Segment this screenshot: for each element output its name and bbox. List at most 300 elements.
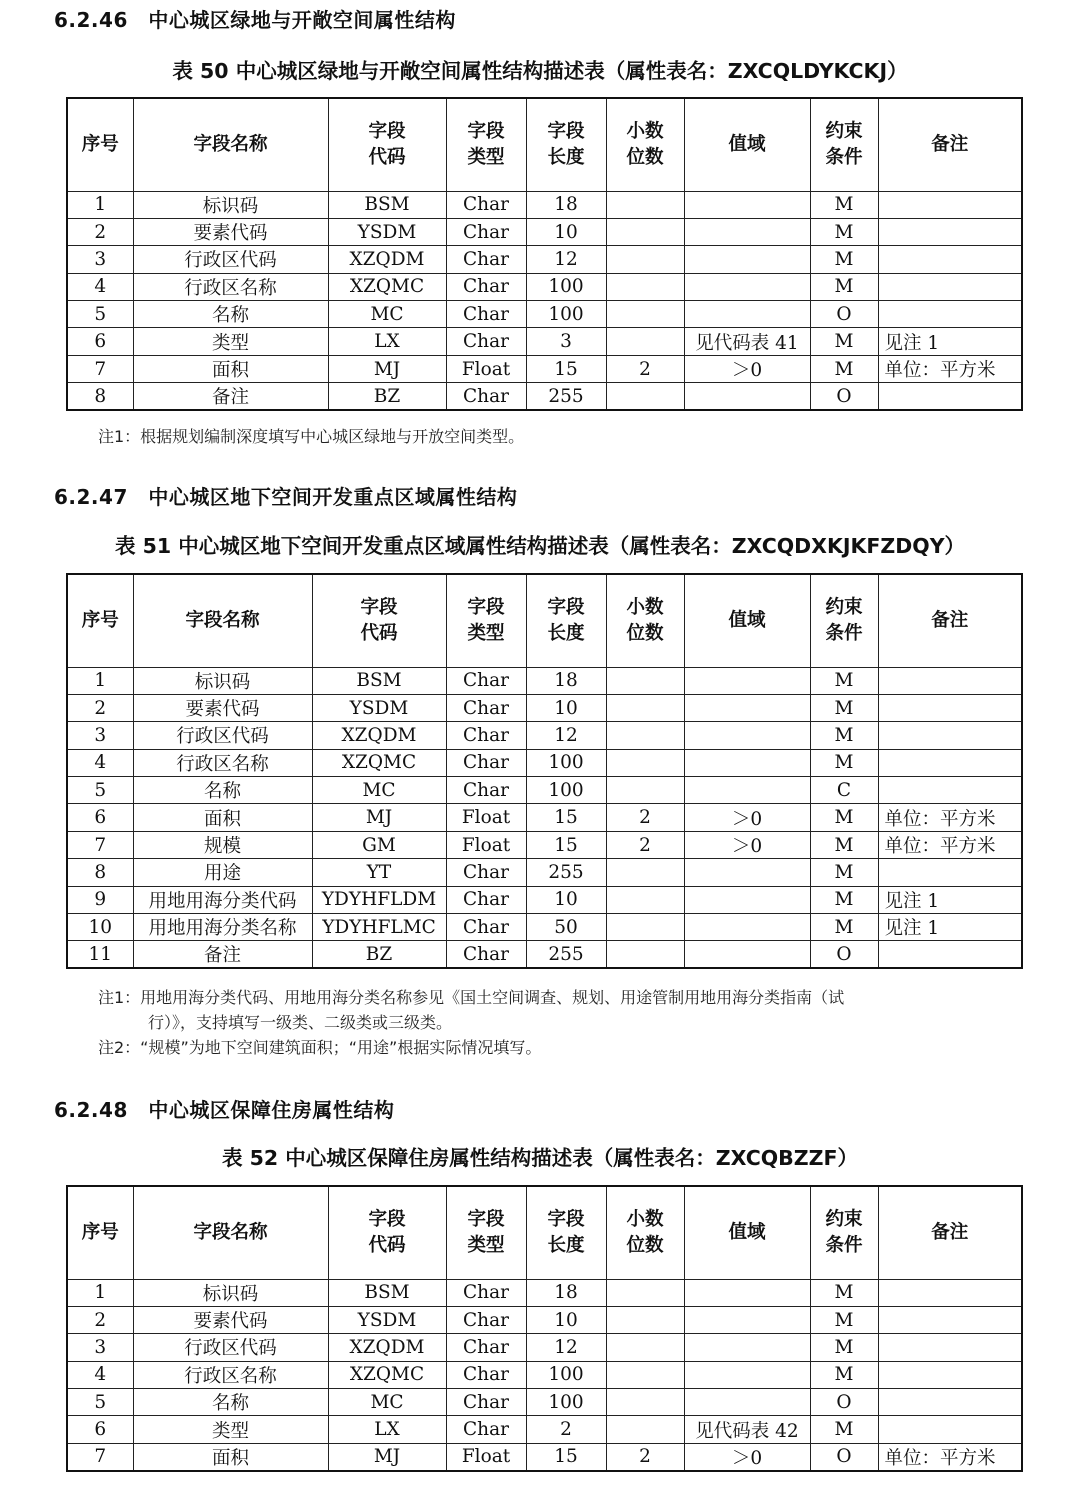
cell-index: 5 (67, 777, 133, 804)
cell-value-range (684, 1389, 810, 1416)
cell-field-name: 要素代码 (133, 218, 328, 245)
table-row (67, 1416, 1022, 1443)
cell-field-name: 标识码 (133, 667, 312, 694)
cell-field-length: 18 (526, 1279, 606, 1306)
cell-field-code: XZQMC (312, 749, 446, 776)
cell-field-type: Float (446, 831, 526, 858)
header-field-type: 字段 类型 (446, 98, 526, 191)
cell-field-length: 255 (526, 859, 606, 886)
note-text: 注1：根据规划编制深度填写中心城区绿地与开放空间类型。 (98, 427, 525, 446)
table-caption-52: 表 52 中心城区保障住房属性结构描述表（属性表名：ZXCQBZZF） (221, 1146, 859, 1170)
section-heading-6-2-46: 6.2.46 中心城区绿地与开敞空间属性结构 (54, 8, 456, 32)
cell-index: 11 (67, 941, 133, 969)
header-constraint: 约束 条件 (810, 98, 878, 191)
cell-value-range (684, 722, 810, 749)
cell-field-length: 255 (526, 941, 606, 969)
cell-constraint: M (810, 1361, 878, 1388)
cell-field-name: 要素代码 (133, 694, 312, 721)
cell-decimals (606, 777, 684, 804)
cell-index: 5 (67, 301, 133, 328)
cell-value-range: ＞0 (684, 355, 810, 382)
cell-remark: 见注 1 (878, 914, 1022, 941)
table-row (67, 694, 1022, 721)
cell-index: 2 (67, 1306, 133, 1333)
cell-value-range: ＞0 (684, 804, 810, 831)
cell-field-type: Char (446, 777, 526, 804)
table-row (67, 383, 1022, 411)
cell-field-type: Char (446, 694, 526, 721)
header-field-code: 字段 代码 (312, 574, 446, 667)
cell-constraint: M (810, 886, 878, 913)
table-row (67, 941, 1022, 969)
cell-index: 4 (67, 273, 133, 300)
section-heading-6-2-47: 6.2.47 中心城区地下空间开发重点区域属性结构 (54, 485, 518, 509)
cell-constraint: O (810, 1389, 878, 1416)
cell-value-range (684, 749, 810, 776)
cell-field-code: LX (328, 328, 446, 355)
header-field-name: 字段名称 (133, 98, 328, 191)
cell-index: 3 (67, 722, 133, 749)
table-row (67, 355, 1022, 382)
cell-field-code: MC (312, 777, 446, 804)
cell-index: 7 (67, 831, 133, 858)
cell-value-range: 见代码表 41 (684, 328, 810, 355)
cell-decimals: 2 (606, 355, 684, 382)
cell-field-name: 行政区代码 (133, 246, 328, 273)
cell-decimals: 2 (606, 831, 684, 858)
table-row (67, 914, 1022, 941)
cell-field-length: 15 (526, 831, 606, 858)
cell-field-code: XZQMC (328, 273, 446, 300)
cell-field-length: 3 (526, 328, 606, 355)
cell-decimals (606, 859, 684, 886)
cell-field-name: 用地用海分类代码 (133, 886, 312, 913)
cell-value-range (684, 667, 810, 694)
header-field-name: 字段名称 (133, 1186, 328, 1279)
header-index: 序号 (67, 1186, 133, 1279)
cell-field-type: Char (446, 328, 526, 355)
cell-index: 8 (67, 859, 133, 886)
cell-field-name: 面积 (133, 355, 328, 382)
cell-index: 1 (67, 667, 133, 694)
section-heading-6-2-48: 6.2.48 中心城区保障住房属性结构 (54, 1098, 395, 1122)
note-continuation: 行）》，支持填写一级类、二级类或三级类。 (148, 1013, 453, 1032)
cell-remark (878, 722, 1022, 749)
cell-index: 5 (67, 1389, 133, 1416)
cell-remark: 单位：平方米 (878, 831, 1022, 858)
cell-decimals (606, 886, 684, 913)
cell-field-code: XZQDM (328, 246, 446, 273)
cell-field-type: Char (446, 886, 526, 913)
cell-constraint: M (810, 722, 878, 749)
cell-field-name: 备注 (133, 383, 328, 411)
cell-field-name: 用地用海分类名称 (133, 914, 312, 941)
cell-value-range (684, 777, 810, 804)
cell-remark (878, 1416, 1022, 1443)
cell-value-range: 见代码表 42 (684, 1416, 810, 1443)
cell-constraint: M (810, 804, 878, 831)
cell-field-code: XZQMC (328, 1361, 446, 1388)
table-row (67, 301, 1022, 328)
cell-field-name: 标识码 (133, 1279, 328, 1306)
cell-field-type: Char (446, 273, 526, 300)
cell-remark (878, 694, 1022, 721)
cell-value-range: ＞0 (684, 831, 810, 858)
cell-decimals: 2 (606, 804, 684, 831)
table-row (67, 246, 1022, 273)
header-value-range: 值域 (684, 1186, 810, 1279)
cell-remark (878, 859, 1022, 886)
cell-field-type: Char (446, 246, 526, 273)
header-field-name: 字段名称 (133, 574, 312, 667)
header-constraint: 约束 条件 (810, 1186, 878, 1279)
cell-value-range (684, 273, 810, 300)
header-field-length: 字段 长度 (526, 574, 606, 667)
cell-remark: 单位：平方米 (878, 355, 1022, 382)
cell-field-name: 要素代码 (133, 1306, 328, 1333)
cell-decimals (606, 301, 684, 328)
cell-remark (878, 777, 1022, 804)
cell-field-code: MJ (328, 1443, 446, 1471)
cell-field-name: 名称 (133, 301, 328, 328)
cell-decimals (606, 1279, 684, 1306)
table-row (67, 1389, 1022, 1416)
cell-field-type: Char (446, 1416, 526, 1443)
cell-index: 2 (67, 694, 133, 721)
cell-field-type: Char (446, 667, 526, 694)
cell-field-length: 12 (526, 246, 606, 273)
cell-field-name: 名称 (133, 1389, 328, 1416)
cell-field-code: MJ (312, 804, 446, 831)
cell-remark (878, 749, 1022, 776)
cell-decimals (606, 667, 684, 694)
header-field-code: 字段 代码 (328, 98, 446, 191)
cell-field-type: Char (446, 1361, 526, 1388)
cell-decimals (606, 328, 684, 355)
cell-field-code: XZQDM (312, 722, 446, 749)
cell-field-type: Char (446, 1389, 526, 1416)
cell-field-type: Char (446, 1334, 526, 1361)
table-row (67, 1361, 1022, 1388)
cell-field-code: BSM (328, 1279, 446, 1306)
table-50-notes (98, 424, 1028, 449)
cell-remark: 见注 1 (878, 328, 1022, 355)
cell-index: 8 (67, 383, 133, 411)
cell-field-code: BZ (328, 383, 446, 411)
cell-constraint: M (810, 914, 878, 941)
note-text: 注2：“规模”为地下空间建筑面积；“用途”根据实际情况填写。 (98, 1038, 542, 1057)
cell-index: 10 (67, 914, 133, 941)
cell-field-length: 100 (526, 777, 606, 804)
cell-field-length: 50 (526, 914, 606, 941)
cell-remark (878, 383, 1022, 411)
header-decimals: 小数 位数 (606, 1186, 684, 1279)
header-field-code: 字段 代码 (328, 1186, 446, 1279)
cell-field-length: 100 (526, 1389, 606, 1416)
cell-value-range (684, 218, 810, 245)
cell-field-length: 10 (526, 1306, 606, 1333)
cell-field-type: Char (446, 914, 526, 941)
cell-value-range (684, 1361, 810, 1388)
cell-field-length: 100 (526, 1361, 606, 1388)
cell-index: 7 (67, 355, 133, 382)
cell-field-length: 12 (526, 1334, 606, 1361)
table-header-row (67, 574, 1022, 667)
table-51-notes (98, 985, 1028, 1060)
cell-remark: 单位：平方米 (878, 1443, 1022, 1471)
table-row (67, 667, 1022, 694)
table-row (67, 1334, 1022, 1361)
cell-field-name: 备注 (133, 941, 312, 969)
cell-constraint: M (810, 1416, 878, 1443)
cell-field-name: 行政区名称 (133, 1361, 328, 1388)
cell-index: 1 (67, 191, 133, 218)
cell-field-length: 10 (526, 218, 606, 245)
cell-field-length: 15 (526, 1443, 606, 1471)
cell-field-code: YDYHFLDM (312, 886, 446, 913)
table-row (67, 859, 1022, 886)
cell-field-code: YT (312, 859, 446, 886)
table-row (67, 1279, 1022, 1306)
header-field-length: 字段 长度 (526, 98, 606, 191)
cell-field-type: Char (446, 859, 526, 886)
header-value-range: 值域 (684, 574, 810, 667)
cell-field-length: 18 (526, 667, 606, 694)
cell-field-name: 类型 (133, 328, 328, 355)
cell-remark (878, 273, 1022, 300)
cell-remark (878, 1279, 1022, 1306)
table-row (67, 191, 1022, 218)
cell-index: 6 (67, 804, 133, 831)
cell-constraint: C (810, 777, 878, 804)
cell-field-code: XZQDM (328, 1334, 446, 1361)
cell-decimals (606, 218, 684, 245)
cell-field-code: YDYHFLMC (312, 914, 446, 941)
cell-field-type: Char (446, 218, 526, 245)
table-row (67, 749, 1022, 776)
cell-field-length: 18 (526, 191, 606, 218)
cell-decimals (606, 191, 684, 218)
cell-field-type: Char (446, 941, 526, 969)
header-remark: 备注 (878, 98, 1022, 191)
cell-field-type: Char (446, 749, 526, 776)
cell-decimals (606, 1334, 684, 1361)
cell-field-length: 100 (526, 273, 606, 300)
table-header-row (67, 98, 1022, 191)
cell-decimals (606, 273, 684, 300)
cell-field-length: 2 (526, 1416, 606, 1443)
cell-value-range (684, 246, 810, 273)
cell-decimals (606, 941, 684, 969)
cell-constraint: O (810, 941, 878, 969)
table-row (67, 831, 1022, 858)
cell-field-name: 规模 (133, 831, 312, 858)
header-index: 序号 (67, 574, 133, 667)
cell-value-range (684, 941, 810, 969)
cell-constraint: M (810, 246, 878, 273)
cell-decimals (606, 694, 684, 721)
cell-value-range (684, 1334, 810, 1361)
table-row (67, 804, 1022, 831)
cell-constraint: M (810, 749, 878, 776)
attribute-table-52 (66, 1185, 1023, 1472)
cell-field-code: MC (328, 301, 446, 328)
header-decimals: 小数 位数 (606, 98, 684, 191)
cell-remark (878, 1389, 1022, 1416)
cell-field-name: 用途 (133, 859, 312, 886)
cell-index: 4 (67, 749, 133, 776)
cell-decimals (606, 1361, 684, 1388)
cell-field-type: Float (446, 804, 526, 831)
cell-field-code: LX (328, 1416, 446, 1443)
table-row (67, 1306, 1022, 1333)
cell-field-type: Char (446, 383, 526, 411)
cell-decimals (606, 1416, 684, 1443)
cell-constraint: M (810, 218, 878, 245)
header-remark: 备注 (878, 574, 1022, 667)
cell-field-length: 100 (526, 749, 606, 776)
cell-field-type: Char (446, 722, 526, 749)
cell-field-name: 行政区名称 (133, 273, 328, 300)
cell-field-type: Char (446, 191, 526, 218)
cell-constraint: O (810, 301, 878, 328)
cell-remark (878, 1334, 1022, 1361)
cell-field-name: 行政区代码 (133, 1334, 328, 1361)
cell-constraint: M (810, 667, 878, 694)
cell-value-range (684, 694, 810, 721)
cell-remark (878, 218, 1022, 245)
cell-value-range (684, 1306, 810, 1333)
cell-value-range (684, 859, 810, 886)
cell-field-type: Float (446, 355, 526, 382)
table-caption-51: 表 51 中心城区地下空间开发重点区域属性结构描述表（属性表名：ZXCQDXKJKFZDQY） (114, 534, 966, 558)
cell-constraint: M (810, 328, 878, 355)
header-remark: 备注 (878, 1186, 1022, 1279)
cell-decimals (606, 1306, 684, 1333)
cell-constraint: M (810, 694, 878, 721)
cell-index: 6 (67, 328, 133, 355)
cell-field-length: 12 (526, 722, 606, 749)
cell-field-code: BSM (328, 191, 446, 218)
cell-field-name: 类型 (133, 1416, 328, 1443)
cell-value-range (684, 301, 810, 328)
cell-constraint: M (810, 1334, 878, 1361)
cell-field-code: YSDM (312, 694, 446, 721)
cell-field-type: Float (446, 1443, 526, 1471)
cell-decimals (606, 383, 684, 411)
header-field-length: 字段 长度 (526, 1186, 606, 1279)
cell-decimals: 2 (606, 1443, 684, 1471)
cell-field-type: Char (446, 1279, 526, 1306)
cell-remark (878, 941, 1022, 969)
cell-field-length: 10 (526, 694, 606, 721)
cell-decimals (606, 246, 684, 273)
cell-value-range (684, 191, 810, 218)
cell-decimals (606, 914, 684, 941)
table-row (67, 1443, 1022, 1471)
cell-field-code: YSDM (328, 1306, 446, 1333)
attribute-table-51 (66, 573, 1023, 969)
cell-index: 4 (67, 1361, 133, 1388)
cell-remark: 单位：平方米 (878, 804, 1022, 831)
cell-constraint: M (810, 1279, 878, 1306)
cell-field-length: 15 (526, 355, 606, 382)
cell-field-type: Char (446, 1306, 526, 1333)
cell-constraint: M (810, 859, 878, 886)
cell-field-name: 行政区代码 (133, 722, 312, 749)
cell-constraint: O (810, 383, 878, 411)
cell-constraint: M (810, 355, 878, 382)
cell-field-code: BZ (312, 941, 446, 969)
table-row (67, 218, 1022, 245)
table-row (67, 722, 1022, 749)
cell-field-code: BSM (312, 667, 446, 694)
cell-field-code: YSDM (328, 218, 446, 245)
cell-remark (878, 1306, 1022, 1333)
header-value-range: 值域 (684, 98, 810, 191)
cell-remark (878, 191, 1022, 218)
cell-index: 3 (67, 246, 133, 273)
header-decimals: 小数 位数 (606, 574, 684, 667)
cell-remark: 见注 1 (878, 886, 1022, 913)
table-caption-50: 表 50 中心城区绿地与开敞空间属性结构描述表（属性表名：ZXCQLDYKCKJ） (172, 59, 908, 83)
cell-value-range (684, 383, 810, 411)
cell-field-length: 255 (526, 383, 606, 411)
attribute-table-50 (66, 97, 1023, 411)
cell-constraint: M (810, 1306, 878, 1333)
cell-field-length: 15 (526, 804, 606, 831)
cell-field-code: MC (328, 1389, 446, 1416)
cell-value-range (684, 914, 810, 941)
table-header-row (67, 1186, 1022, 1279)
cell-decimals (606, 1389, 684, 1416)
cell-value-range (684, 886, 810, 913)
cell-index: 9 (67, 886, 133, 913)
header-field-type: 字段 类型 (446, 574, 526, 667)
cell-remark (878, 301, 1022, 328)
cell-index: 3 (67, 1334, 133, 1361)
header-constraint: 约束 条件 (810, 574, 878, 667)
cell-remark (878, 246, 1022, 273)
cell-field-type: Char (446, 301, 526, 328)
note-text: 注1：用地用海分类代码、用地用海分类名称参见《国土空间调查、规划、用途管制用地用海分类指南（试 (98, 988, 845, 1007)
cell-remark (878, 1361, 1022, 1388)
table-row (67, 777, 1022, 804)
cell-field-code: GM (312, 831, 446, 858)
table-row (67, 273, 1022, 300)
cell-value-range (684, 1279, 810, 1306)
cell-field-code: MJ (328, 355, 446, 382)
cell-decimals (606, 749, 684, 776)
cell-index: 6 (67, 1416, 133, 1443)
cell-value-range: ＞0 (684, 1443, 810, 1471)
cell-decimals (606, 722, 684, 749)
header-index: 序号 (67, 98, 133, 191)
cell-field-length: 10 (526, 886, 606, 913)
table-row (67, 328, 1022, 355)
cell-field-length: 100 (526, 301, 606, 328)
table-row (67, 886, 1022, 913)
cell-constraint: M (810, 273, 878, 300)
cell-index: 7 (67, 1443, 133, 1471)
cell-constraint: M (810, 831, 878, 858)
cell-constraint: O (810, 1443, 878, 1471)
header-field-type: 字段 类型 (446, 1186, 526, 1279)
cell-index: 2 (67, 218, 133, 245)
cell-field-name: 行政区名称 (133, 749, 312, 776)
cell-constraint: M (810, 191, 878, 218)
cell-remark (878, 667, 1022, 694)
